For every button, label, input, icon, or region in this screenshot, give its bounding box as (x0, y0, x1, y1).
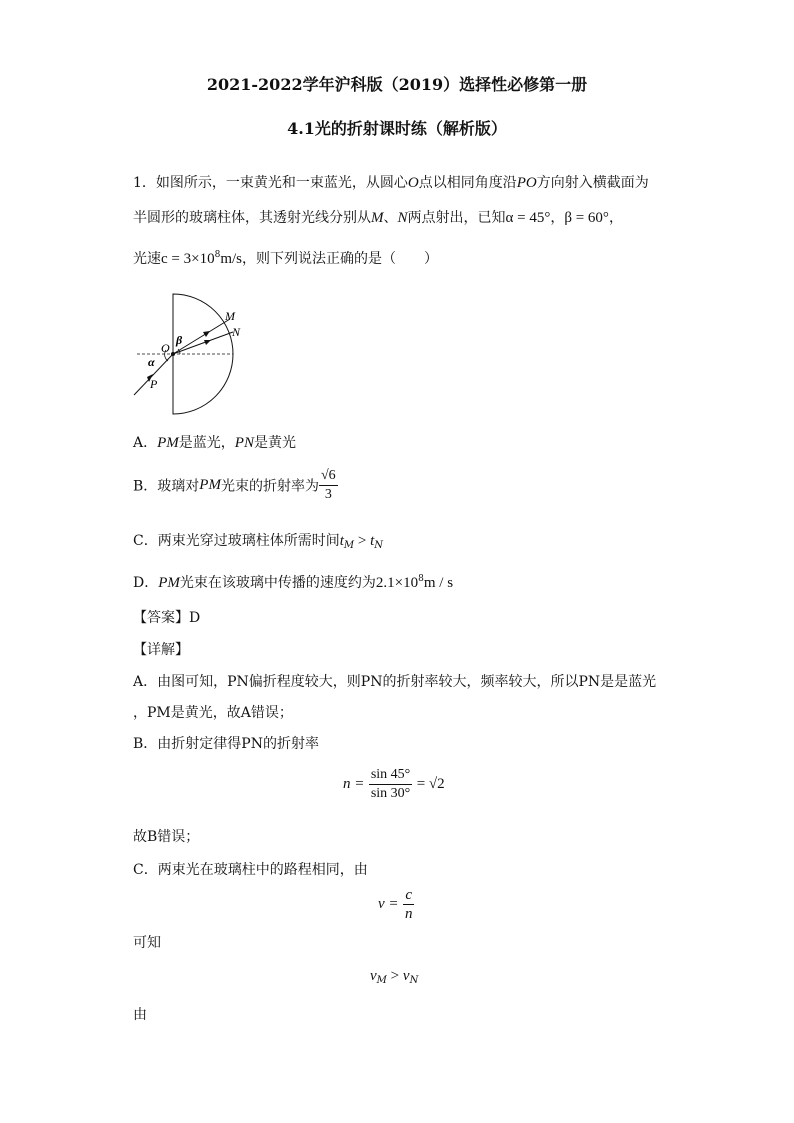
solution-c-line: C．两束光在玻璃柱中的路程相同，由 (133, 862, 368, 878)
point-n: N (397, 210, 408, 226)
separator: 、 (383, 210, 398, 226)
option-label: B．玻璃对 (133, 478, 200, 495)
fraction-denominator: n (404, 906, 413, 922)
separator: ， (550, 210, 565, 226)
equation-v (378, 886, 414, 923)
question-text: 方向射入横截面为 (536, 175, 649, 191)
equation-right: = √2 (416, 776, 445, 792)
ray-pm: PM (199, 477, 221, 493)
label-n: N (232, 325, 241, 339)
subscript: N (374, 540, 384, 551)
equation-n (343, 766, 445, 803)
equation-left: v = (378, 896, 399, 912)
option-text: 是蓝光， (178, 435, 235, 451)
ray-on-arrow (204, 340, 211, 345)
fraction-denominator: 3 (324, 487, 332, 502)
fraction-denominator: sin 30° (370, 786, 411, 801)
answer-line: 【答案】D (133, 610, 201, 626)
document-title: 2021-2022学年沪科版（2019）选择性必修第一册 (206, 75, 588, 94)
subscript: M (343, 540, 355, 551)
option-a (133, 432, 296, 452)
equation-left: n = (343, 776, 365, 792)
point-m: M (371, 210, 384, 226)
solution-a-line-2: ，PM是黄光，故A错误； (133, 705, 293, 721)
fraction (369, 766, 412, 803)
ray-om-arrow (203, 331, 210, 337)
velocity-symbol: v (370, 968, 377, 984)
alpha-value: α = 45° (505, 210, 551, 226)
detail-heading: 【详解】 (133, 642, 189, 658)
question-text: 光速 (133, 251, 161, 267)
option-text: 光束在该玻璃中传播的速度约为 (179, 575, 376, 591)
option-text: 光束的折射率为 (220, 478, 319, 495)
ray-pm: PM (157, 435, 179, 451)
label-m: M (225, 309, 235, 323)
operator: > (354, 533, 371, 549)
label-beta: β (176, 333, 183, 347)
question-line-3 (133, 248, 438, 268)
prism-diagram (128, 290, 243, 415)
question-text: 1．如图所示，一束黄光和一束蓝光，从圆心 (133, 175, 408, 191)
option-c (133, 530, 383, 551)
time-symbol: t (370, 533, 375, 549)
option-label: D． (133, 575, 159, 591)
subscript: M (376, 975, 387, 986)
fraction (403, 886, 415, 923)
time-symbol: t (339, 533, 344, 549)
solution-a-line-1: A．由图可知，PN偏折程度较大，则PN的折射率较大，频率较大，所以PN是是蓝光 (133, 674, 657, 690)
unit: m / s (423, 575, 454, 591)
question-text: ，则下列说法正确的是（ ） (242, 251, 438, 267)
fraction (319, 467, 338, 504)
document-subtitle: 4.1光的折射课时练（解析版） (287, 119, 507, 138)
exponent: 8 (418, 574, 424, 584)
ray-pm: PM (158, 575, 180, 591)
option-label: A． (133, 435, 158, 451)
option-text: C．两束光穿过玻璃柱体所需时间 (133, 533, 340, 549)
subscript: N (409, 975, 419, 986)
unit: m/s (220, 251, 242, 267)
beta-value: β = 60° (564, 210, 609, 226)
question-text: 两点射出，已知 (407, 210, 506, 226)
ray-po: PO (516, 175, 537, 191)
option-d (133, 572, 453, 592)
point-o: O (407, 175, 419, 191)
exponent: 8 (214, 250, 221, 260)
solution-kezhi: 可知 (133, 935, 161, 951)
operator: > (386, 968, 403, 984)
light-speed-value: c = 3×10 (161, 251, 215, 267)
velocity-comparison (370, 968, 418, 986)
fraction-numerator: √6 (319, 467, 338, 486)
solution-b-line: B．由折射定律得PN的折射率 (133, 736, 319, 752)
separator: ， (608, 210, 623, 226)
question-line-2 (133, 207, 623, 227)
option-b (133, 467, 338, 504)
speed-value: 2.1×10 (375, 575, 419, 591)
question-line-1 (133, 172, 649, 192)
fraction-numerator: sin 45° (369, 766, 412, 785)
option-text: 是黄光 (253, 435, 296, 451)
label-p: P (150, 377, 158, 391)
fraction-numerator: c (403, 886, 415, 905)
solution-b-conclusion: 故B错误； (133, 829, 200, 845)
question-text: 点以相同角度沿 (418, 175, 517, 191)
label-alpha: α (148, 355, 155, 369)
question-text: 半圆形的玻璃柱体，其透射光线分别从 (133, 210, 371, 226)
center-point (171, 352, 175, 356)
ray-pn: PN (234, 435, 254, 451)
solution-you: 由 (133, 1007, 147, 1023)
velocity-symbol: v (402, 968, 410, 984)
label-o: O (161, 341, 170, 355)
